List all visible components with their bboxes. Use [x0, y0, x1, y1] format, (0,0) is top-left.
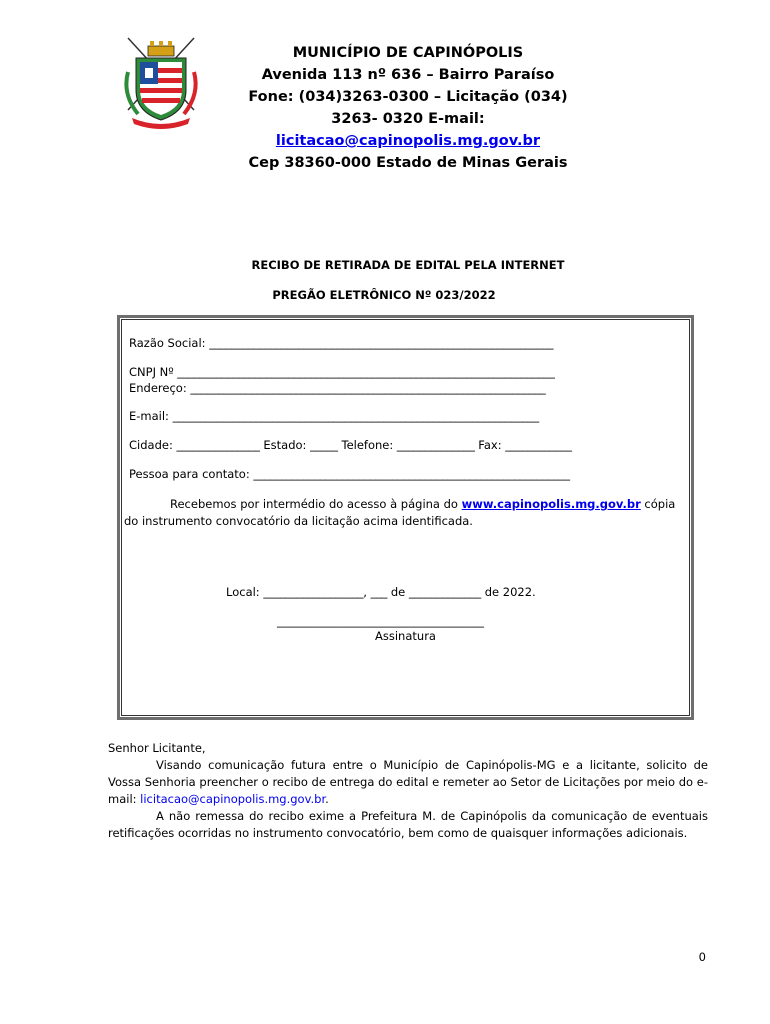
header-email-link[interactable]: licitacao@capinopolis.mg.gov.br [275, 133, 541, 149]
municipality-header [230, 42, 586, 174]
cnpj-field [129, 365, 555, 379]
site-link[interactable]: www.capinopolis.mg.gov.br [461, 497, 641, 511]
receipt-title: RECIBO DE RETIRADA DE EDITAL PELA INTERNET [251, 258, 565, 272]
receipt-form-box [117, 315, 694, 720]
email-field [129, 409, 539, 423]
cidade-line[interactable]: _______________ [176, 438, 260, 452]
local-data-row [226, 585, 536, 599]
pessoa-contato-label: Pessoa para contato: [129, 467, 250, 481]
notice-section [108, 740, 708, 842]
address-line: Avenida 113 nº 636 – Bairro Paraíso [261, 67, 555, 83]
cnpj-label: CNPJ Nº [129, 365, 174, 379]
phone-email-line: 3263- 0320 E-mail: [331, 111, 485, 127]
estado-label: Estado: [263, 438, 307, 452]
recebemos-line2: do instrumento convocatório da licitação acima identificada. [124, 514, 473, 528]
recebemos-text: Recebemos por intermédio do acesso à página do [170, 497, 458, 511]
pessoa-contato-line[interactable]: _________________________________________________________ [253, 467, 570, 481]
estado-line[interactable]: _____ [310, 438, 338, 452]
cidade-row [129, 438, 572, 452]
page-number: 0 [698, 950, 706, 964]
cidade-label: Cidade: [129, 438, 173, 452]
mes-line[interactable]: _____________ [408, 585, 482, 599]
assinatura-line[interactable]: ____________________________________ [277, 614, 484, 628]
notice-paragraph-2: A não remessa do recibo exime a Prefeitura M. de Capinópolis da comunicação de eventuais retificações ocorridas no instrumento convocatório, bem como de quaisquer informações adicionais. [108, 809, 708, 840]
email-label: E-mail: [129, 409, 169, 423]
assinatura-label: Assinatura [375, 629, 436, 643]
endereco-field [129, 381, 546, 395]
de-ano-label: de 2022. [484, 585, 536, 599]
razao-social-label: Razão Social: [129, 336, 206, 350]
notice-email-link[interactable]: licitacao@capinopolis.mg.gov.br [140, 792, 326, 806]
municipality-name: MUNICÍPIO DE CAPINÓPOLIS [292, 45, 524, 61]
endereco-label: Endereço: [129, 381, 187, 395]
notice-paragraph-1 [108, 757, 708, 808]
de-label: de [390, 585, 406, 599]
local-line[interactable]: __________________ [263, 585, 364, 599]
municipal-crest-icon [118, 32, 204, 132]
cnpj-line[interactable]: ____________________________________________________________________ [177, 365, 555, 379]
notice-text-1: Visando comunicação futura entre o Município de Capinópolis-MG e a licitante, solicito de Vossa Senhoria preencher o recibo de entrega do edital e remeter ao Setor de Licitações por meio do e-mail: [108, 758, 708, 806]
phone-line: Fone: (034)3263-0300 – Licitação (034) [248, 89, 568, 105]
cep-line: Cep 38360-000 Estado de Minas Gerais [248, 155, 568, 171]
greeting: Senhor Licitante, [108, 741, 206, 755]
pregao-title: PREGÃO ELETRÔNICO Nº 023/2022 [272, 288, 496, 302]
email-line[interactable]: __________________________________________________________________ [172, 409, 539, 423]
notice-period: . [325, 792, 329, 806]
endereco-line[interactable]: ________________________________________________________________ [190, 381, 546, 395]
local-comma: , [363, 585, 367, 599]
local-label: Local: [226, 585, 260, 599]
dia-line[interactable]: ___ [370, 585, 388, 599]
recebemos-paragraph [124, 496, 684, 530]
recebemos-copia: cópia [644, 497, 676, 511]
razao-social-field [129, 336, 553, 350]
telefone-line[interactable]: ______________ [396, 438, 475, 452]
pessoa-contato-field [129, 467, 570, 481]
fax-label: Fax: [478, 438, 502, 452]
telefone-label: Telefone: [341, 438, 394, 452]
razao-social-line[interactable]: ______________________________________________________________ [209, 336, 554, 350]
fax-line[interactable]: ____________ [505, 438, 572, 452]
